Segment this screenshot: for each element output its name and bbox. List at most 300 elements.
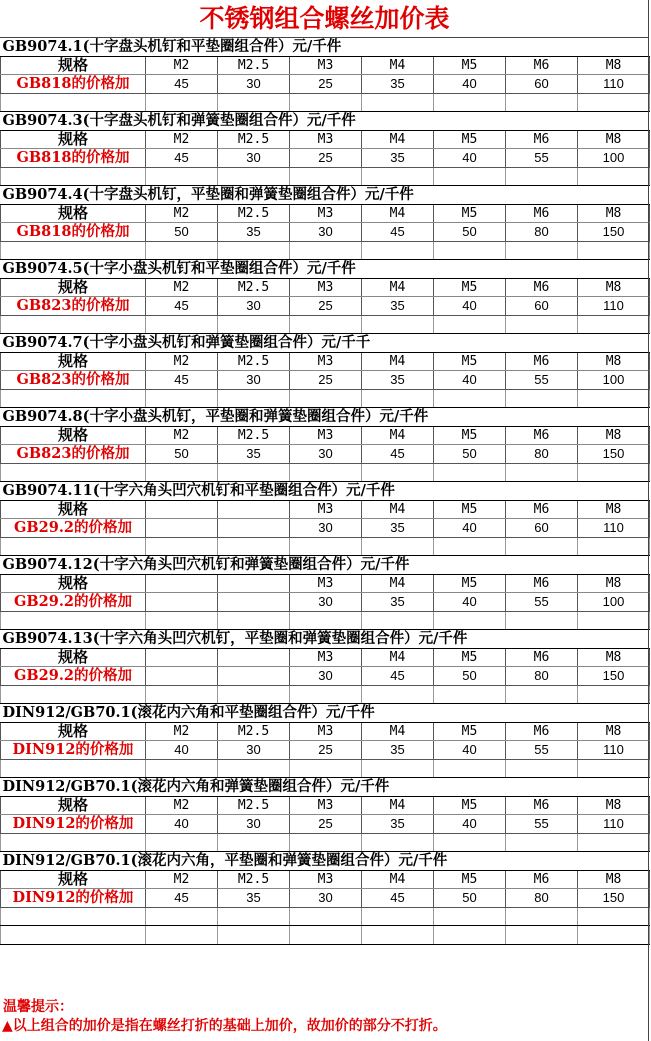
price-row <box>1 741 650 760</box>
price-cell: 50 <box>434 889 506 908</box>
price-cell: 55 <box>506 815 578 834</box>
price-cell: 25 <box>290 75 362 94</box>
empty-cell <box>362 833 434 852</box>
size-cell: M3 <box>290 574 362 593</box>
price-cell: 80 <box>506 445 578 464</box>
size-cell: M2 <box>146 130 218 149</box>
size-cell: M8 <box>578 130 650 149</box>
empty-cell <box>1 833 146 852</box>
price-cell <box>146 667 218 686</box>
price-cell: 150 <box>578 667 650 686</box>
price-row <box>1 445 650 464</box>
spacer-row <box>1 926 650 945</box>
spacer-row <box>1 463 650 482</box>
empty-cell <box>578 611 650 630</box>
empty-cell <box>506 315 578 334</box>
price-cell: 50 <box>434 445 506 464</box>
price-cell: 30 <box>218 815 290 834</box>
empty-cell <box>1 759 146 778</box>
price-cell: 45 <box>362 445 434 464</box>
section-heading: DIN912/GB70.1(滚花内六角和平垫圈组合件）元/千件 <box>1 704 650 723</box>
price-label: GB29.2的价格加 <box>1 593 146 612</box>
size-cell: M2 <box>146 426 218 445</box>
spec-label: 规格 <box>1 500 146 519</box>
empty-cell <box>146 926 218 945</box>
empty-cell <box>578 537 650 556</box>
price-label: GB823的价格加 <box>1 445 146 464</box>
size-cell: M2.5 <box>218 870 290 889</box>
empty-cell <box>434 907 506 926</box>
empty-cell <box>434 93 506 112</box>
size-cell: M8 <box>578 204 650 223</box>
spec-label: 规格 <box>1 278 146 297</box>
empty-cell <box>578 685 650 704</box>
empty-cell <box>578 463 650 482</box>
size-cell: M2.5 <box>218 352 290 371</box>
size-cell <box>218 500 290 519</box>
size-cell: M5 <box>434 204 506 223</box>
price-cell: 45 <box>362 889 434 908</box>
empty-cell <box>146 685 218 704</box>
empty-cell <box>1 241 146 260</box>
size-cell: M6 <box>506 426 578 445</box>
empty-cell <box>290 759 362 778</box>
price-cell: 45 <box>146 297 218 316</box>
empty-cell <box>218 389 290 408</box>
empty-cell <box>578 759 650 778</box>
spec-label: 规格 <box>1 352 146 371</box>
price-cell <box>146 593 218 612</box>
empty-cell <box>146 93 218 112</box>
size-cell: M6 <box>506 722 578 741</box>
price-cell: 60 <box>506 297 578 316</box>
price-label: DIN912的价格加 <box>1 889 146 908</box>
empty-cell <box>1 926 146 945</box>
empty-cell <box>434 926 506 945</box>
empty-cell <box>578 315 650 334</box>
empty-cell <box>506 759 578 778</box>
empty-cell <box>290 926 362 945</box>
empty-cell <box>290 241 362 260</box>
price-row <box>1 815 650 834</box>
section-heading-row <box>1 186 650 205</box>
empty-cell <box>362 926 434 945</box>
size-cell: M4 <box>362 500 434 519</box>
empty-cell <box>146 833 218 852</box>
price-cell: 55 <box>506 593 578 612</box>
price-cell: 25 <box>290 149 362 168</box>
empty-cell <box>1 167 146 186</box>
size-cell: M8 <box>578 56 650 75</box>
price-cell: 110 <box>578 519 650 538</box>
empty-cell <box>506 463 578 482</box>
section-heading: GB9074.1(十字盘头机钉和平垫圈组合件）元/千件 <box>1 38 650 56</box>
spec-label: 规格 <box>1 426 146 445</box>
empty-cell <box>146 537 218 556</box>
size-cell: M3 <box>290 870 362 889</box>
price-label: GB29.2的价格加 <box>1 519 146 538</box>
size-cell: M8 <box>578 574 650 593</box>
spacer-row <box>1 315 650 334</box>
empty-cell <box>146 167 218 186</box>
price-cell: 45 <box>146 371 218 390</box>
empty-cell <box>362 241 434 260</box>
price-cell: 55 <box>506 149 578 168</box>
section-heading: GB9074.13(十字六角头凹穴机钉，平垫圈和弹簧垫圈组合件）元/千件 <box>1 630 650 649</box>
empty-cell <box>218 315 290 334</box>
empty-cell <box>506 926 578 945</box>
size-cell: M3 <box>290 56 362 75</box>
size-cell: M6 <box>506 574 578 593</box>
size-cell: M6 <box>506 796 578 815</box>
price-label: GB818的价格加 <box>1 75 146 94</box>
section-heading-row <box>1 852 650 871</box>
spec-row <box>1 204 650 223</box>
empty-cell <box>1 315 146 334</box>
spec-row <box>1 648 650 667</box>
size-cell <box>146 574 218 593</box>
price-row <box>1 889 650 908</box>
price-cell: 150 <box>578 889 650 908</box>
section-heading-row <box>1 704 650 723</box>
empty-cell <box>290 167 362 186</box>
empty-cell <box>362 315 434 334</box>
spacer-row <box>1 93 650 112</box>
price-cell: 55 <box>506 741 578 760</box>
price-cell: 80 <box>506 223 578 242</box>
empty-cell <box>434 833 506 852</box>
price-cell: 100 <box>578 149 650 168</box>
spec-row <box>1 130 650 149</box>
price-cell: 50 <box>434 223 506 242</box>
empty-cell <box>434 463 506 482</box>
section-heading: GB9074.3(十字盘头机钉和弹簧垫圈组合件）元/千件 <box>1 112 650 131</box>
empty-cell <box>1 685 146 704</box>
empty-cell <box>146 389 218 408</box>
size-cell: M2 <box>146 352 218 371</box>
price-label: GB818的价格加 <box>1 223 146 242</box>
empty-cell <box>146 315 218 334</box>
empty-cell <box>578 241 650 260</box>
price-row <box>1 297 650 316</box>
size-cell: M6 <box>506 500 578 519</box>
empty-cell <box>434 537 506 556</box>
empty-cell <box>290 537 362 556</box>
empty-cell <box>146 759 218 778</box>
size-cell: M8 <box>578 722 650 741</box>
size-cell: M5 <box>434 278 506 297</box>
price-label: GB823的价格加 <box>1 371 146 390</box>
price-cell: 110 <box>578 75 650 94</box>
price-cell: 35 <box>362 593 434 612</box>
price-cell: 40 <box>146 741 218 760</box>
empty-cell <box>362 907 434 926</box>
spacer-row <box>1 907 650 926</box>
price-cell: 30 <box>290 445 362 464</box>
size-cell: M5 <box>434 870 506 889</box>
size-cell: M6 <box>506 56 578 75</box>
price-cell: 35 <box>218 889 290 908</box>
price-label: GB818的价格加 <box>1 149 146 168</box>
price-cell: 35 <box>362 741 434 760</box>
price-cell: 30 <box>218 297 290 316</box>
empty-cell <box>362 537 434 556</box>
price-cell: 35 <box>362 815 434 834</box>
size-cell: M4 <box>362 574 434 593</box>
price-cell: 40 <box>146 815 218 834</box>
size-cell: M3 <box>290 352 362 371</box>
price-cell: 45 <box>146 75 218 94</box>
price-cell: 50 <box>146 445 218 464</box>
empty-cell <box>578 907 650 926</box>
size-cell: M2 <box>146 204 218 223</box>
section-heading-row <box>1 334 650 353</box>
empty-cell <box>578 93 650 112</box>
price-cell: 40 <box>434 149 506 168</box>
empty-cell <box>290 907 362 926</box>
empty-cell <box>362 759 434 778</box>
section-heading-row <box>1 260 650 279</box>
price-row <box>1 371 650 390</box>
empty-cell <box>578 926 650 945</box>
size-cell: M5 <box>434 56 506 75</box>
section-heading-row <box>1 482 650 501</box>
price-cell: 50 <box>146 223 218 242</box>
size-cell: M4 <box>362 796 434 815</box>
size-cell: M8 <box>578 796 650 815</box>
empty-cell <box>578 167 650 186</box>
price-row <box>1 519 650 538</box>
section-heading: GB9074.11(十字六角头凹穴机钉和平垫圈组合件）元/千件 <box>1 482 650 501</box>
price-cell <box>218 667 290 686</box>
empty-cell <box>434 685 506 704</box>
size-cell: M2.5 <box>218 278 290 297</box>
size-cell: M3 <box>290 722 362 741</box>
empty-cell <box>362 389 434 408</box>
price-cell: 55 <box>506 371 578 390</box>
empty-cell <box>578 389 650 408</box>
spec-label: 规格 <box>1 574 146 593</box>
size-cell: M4 <box>362 352 434 371</box>
spec-label: 规格 <box>1 648 146 667</box>
price-cell: 25 <box>290 815 362 834</box>
spec-row <box>1 796 650 815</box>
price-label: DIN912的价格加 <box>1 815 146 834</box>
price-cell <box>218 593 290 612</box>
empty-cell <box>218 685 290 704</box>
size-cell: M4 <box>362 870 434 889</box>
section-heading-row <box>1 112 650 131</box>
size-cell: M3 <box>290 130 362 149</box>
empty-cell <box>146 907 218 926</box>
empty-cell <box>506 241 578 260</box>
section-heading: GB9074.4(十字盘头机钉，平垫圈和弹簧垫圈组合件）元/千件 <box>1 186 650 205</box>
price-cell: 80 <box>506 667 578 686</box>
size-cell: M3 <box>290 278 362 297</box>
empty-cell <box>1 611 146 630</box>
spacer-row <box>1 537 650 556</box>
price-cell: 60 <box>506 519 578 538</box>
section-heading: DIN912/GB70.1(滚花内六角，平垫圈和弹簧垫圈组合件）元/千件 <box>1 852 650 871</box>
price-cell: 45 <box>362 667 434 686</box>
size-cell <box>146 500 218 519</box>
empty-cell <box>506 167 578 186</box>
price-cell: 45 <box>146 149 218 168</box>
size-cell: M5 <box>434 574 506 593</box>
size-cell: M3 <box>290 204 362 223</box>
empty-cell <box>362 611 434 630</box>
empty-cell <box>290 463 362 482</box>
size-cell: M4 <box>362 648 434 667</box>
size-cell: M5 <box>434 130 506 149</box>
price-cell: 35 <box>218 445 290 464</box>
section-heading: GB9074.12(十字六角头凹穴机钉和弹簧垫圈组合件）元/千件 <box>1 556 650 575</box>
empty-cell <box>434 241 506 260</box>
empty-cell <box>506 685 578 704</box>
price-cell: 30 <box>290 223 362 242</box>
spacer-row <box>1 611 650 630</box>
price-label: DIN912的价格加 <box>1 741 146 760</box>
empty-cell <box>218 93 290 112</box>
price-cell: 35 <box>218 223 290 242</box>
spec-row <box>1 574 650 593</box>
price-cell <box>218 519 290 538</box>
price-row <box>1 149 650 168</box>
size-cell: M2 <box>146 278 218 297</box>
empty-cell <box>218 611 290 630</box>
spec-label: 规格 <box>1 722 146 741</box>
price-cell: 100 <box>578 593 650 612</box>
price-cell: 40 <box>434 519 506 538</box>
empty-cell <box>218 926 290 945</box>
empty-cell <box>146 611 218 630</box>
size-cell: M2.5 <box>218 130 290 149</box>
empty-cell <box>290 611 362 630</box>
spec-row <box>1 352 650 371</box>
size-cell: M3 <box>290 500 362 519</box>
size-cell: M4 <box>362 130 434 149</box>
price-cell: 30 <box>218 371 290 390</box>
spacer-row <box>1 759 650 778</box>
size-cell <box>146 648 218 667</box>
size-cell: M5 <box>434 426 506 445</box>
spec-row <box>1 56 650 75</box>
size-cell: M8 <box>578 500 650 519</box>
size-cell: M2 <box>146 870 218 889</box>
notes <box>0 998 649 1036</box>
price-cell: 45 <box>362 223 434 242</box>
price-cell: 40 <box>434 75 506 94</box>
empty-cell <box>434 759 506 778</box>
empty-cell <box>1 463 146 482</box>
price-cell: 25 <box>290 371 362 390</box>
section-heading: DIN912/GB70.1(滚花内六角和弹簧垫圈组合件）元/千件 <box>1 778 650 797</box>
price-cell: 40 <box>434 741 506 760</box>
price-cell: 40 <box>434 371 506 390</box>
size-cell: M4 <box>362 278 434 297</box>
price-cell: 35 <box>362 75 434 94</box>
price-cell: 110 <box>578 741 650 760</box>
section-heading-row <box>1 630 650 649</box>
empty-cell <box>290 833 362 852</box>
price-row <box>1 75 650 94</box>
size-cell: M5 <box>434 722 506 741</box>
size-cell: M8 <box>578 278 650 297</box>
empty-cell <box>218 463 290 482</box>
empty-cell <box>506 833 578 852</box>
size-cell <box>218 574 290 593</box>
empty-cell <box>1 537 146 556</box>
section-heading: GB9074.5(十字小盘头机钉和平垫圈组合件）元/千件 <box>1 260 650 279</box>
price-cell: 110 <box>578 297 650 316</box>
price-cell: 60 <box>506 75 578 94</box>
size-cell: M4 <box>362 722 434 741</box>
price-cell: 40 <box>434 815 506 834</box>
spec-row <box>1 500 650 519</box>
section-heading: GB9074.7(十字小盘头机钉和弹簧垫圈组合件）元/千千 <box>1 334 650 353</box>
price-cell: 40 <box>434 297 506 316</box>
price-cell: 40 <box>434 593 506 612</box>
empty-cell <box>218 833 290 852</box>
spec-label: 规格 <box>1 870 146 889</box>
price-label: GB823的价格加 <box>1 297 146 316</box>
size-cell: M5 <box>434 796 506 815</box>
empty-cell <box>362 463 434 482</box>
empty-cell <box>362 167 434 186</box>
size-cell: M5 <box>434 500 506 519</box>
empty-cell <box>434 167 506 186</box>
empty-cell <box>290 389 362 408</box>
notes-body: ▲以上组合的加价是指在螺丝打折的基础上加价，故加价的部分不打折。 <box>2 1018 447 1034</box>
size-cell: M3 <box>290 648 362 667</box>
empty-cell <box>290 315 362 334</box>
empty-cell <box>1 93 146 112</box>
spacer-row <box>1 167 650 186</box>
size-cell: M6 <box>506 870 578 889</box>
size-cell: M6 <box>506 352 578 371</box>
section-heading-row <box>1 556 650 575</box>
price-row <box>1 223 650 242</box>
price-cell: 30 <box>290 593 362 612</box>
spec-label: 规格 <box>1 796 146 815</box>
empty-cell <box>218 167 290 186</box>
empty-cell <box>434 611 506 630</box>
price-row <box>1 667 650 686</box>
page-title: 不锈钢组合螺丝加价表 <box>0 0 649 38</box>
size-cell: M2.5 <box>218 796 290 815</box>
price-cell: 35 <box>362 371 434 390</box>
size-cell: M6 <box>506 648 578 667</box>
price-row <box>1 593 650 612</box>
spacer-row <box>1 241 650 260</box>
size-cell: M8 <box>578 352 650 371</box>
price-cell: 45 <box>146 889 218 908</box>
section-heading: GB9074.8(十字小盘头机钉，平垫圈和弹簧垫圈组合件）元/千件 <box>1 408 650 427</box>
size-cell: M2 <box>146 796 218 815</box>
size-cell: M2 <box>146 56 218 75</box>
empty-cell <box>506 611 578 630</box>
size-cell: M6 <box>506 278 578 297</box>
price-table <box>0 38 650 945</box>
price-cell: 35 <box>362 519 434 538</box>
empty-cell <box>218 537 290 556</box>
price-cell: 30 <box>290 519 362 538</box>
empty-cell <box>434 389 506 408</box>
size-cell: M4 <box>362 426 434 445</box>
notes-title: 温馨提示： <box>3 999 73 1015</box>
empty-cell <box>434 315 506 334</box>
price-label: GB29.2的价格加 <box>1 667 146 686</box>
